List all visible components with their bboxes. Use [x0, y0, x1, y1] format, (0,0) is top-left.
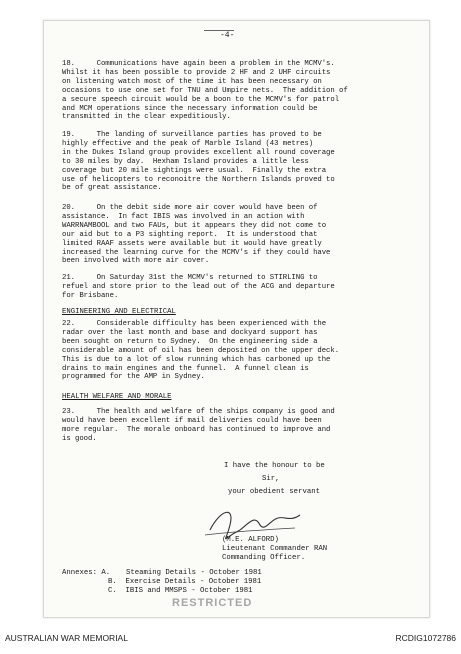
- signatory-role: Commanding Officer.: [222, 554, 306, 562]
- signatory-rank: Lieutenant Commander RAN: [222, 545, 328, 553]
- paragraph-23: 23. The health and welfare of the ships company is good and would have been excellent if mail deliveries could have been more regular. The morale onboard has continued to improve and is good.: [62, 408, 335, 443]
- paragraph-20: 20. On the debit side more air cover would have been of assistance. In fact IBIS was involved in an action with WARRNAMBOOL and two FAUs, but it appears they did not come to our aid but to a P3 sighting report. It is understood that limited RAAF assets were available but it would have greatly increased the learning curve for the MCMV's if they could have been involved with more air cover.: [62, 204, 331, 266]
- signatory-name: (M.E. ALFORD): [222, 536, 279, 544]
- annex-a: Steaming Details - October 1981: [126, 569, 262, 577]
- paragraph-22: 22. Considerable difficulty has been experienced with the radar over the last month and base and dockyard support has been sought on return to Sydney. On the engineering side a considerable amount of oil has been deposited on the upper deck. This is due to a lot of slow running which has carboned up the drains to main engines and the funnel. A funnel clean is programmed for the AMP in Sydney.: [62, 320, 340, 382]
- annexes-label: Annexes: A.: [62, 569, 111, 577]
- closing-servant: your obedient servant: [228, 488, 320, 496]
- closing-honour: I have the honour to be: [224, 462, 325, 470]
- paragraph-19: 19. The landing of surveillance parties has proved to be highly effective and the peak of Marble Island (43 metres) in the Dukes Island group provides excellent all round coverage to 30 miles by day. Hexham Island provides a little less coverage but 20 mile sightings were usual. Finally the extra use of helicopters to reconoitre the Northern Islands proved to be of great assistance.: [62, 131, 335, 193]
- annex-c: C. IBIS and MMSPS - October 1981: [108, 587, 253, 595]
- closing-sir: Sir,: [262, 475, 280, 483]
- restricted-stamp: RESTRICTED: [172, 597, 253, 609]
- page-number: -4-: [220, 31, 235, 40]
- footer-id: RCDIG1072786: [395, 633, 456, 643]
- annex-b: B. Exercise Details - October 1981: [108, 578, 262, 586]
- paragraph-18: 18. Communications have again been a problem in the MCMV's. Whilst it has been possible to provide 2 HF and 2 UHF circuits on listening watch most of the time it has been necessary on occasions to use one set for TNU and Umpire nets. The addition of a secure speech circuit would be a boon to the MCMV's for patrol and MCM operations since the necessary information could be transmitted in the clear expeditiously.: [62, 60, 348, 122]
- paragraph-21: 21. On Saturday 31st the MCMV's returned to STIRLING to refuel and store prior to the lead out of the ACG and departure for Brisbane.: [62, 274, 335, 300]
- footer-source: AUSTRALIAN WAR MEMORIAL: [5, 633, 128, 643]
- heading-engineering: ENGINEERING AND ELECTRICAL: [62, 308, 176, 316]
- heading-health: HEALTH WELFARE AND MORALE: [62, 393, 172, 401]
